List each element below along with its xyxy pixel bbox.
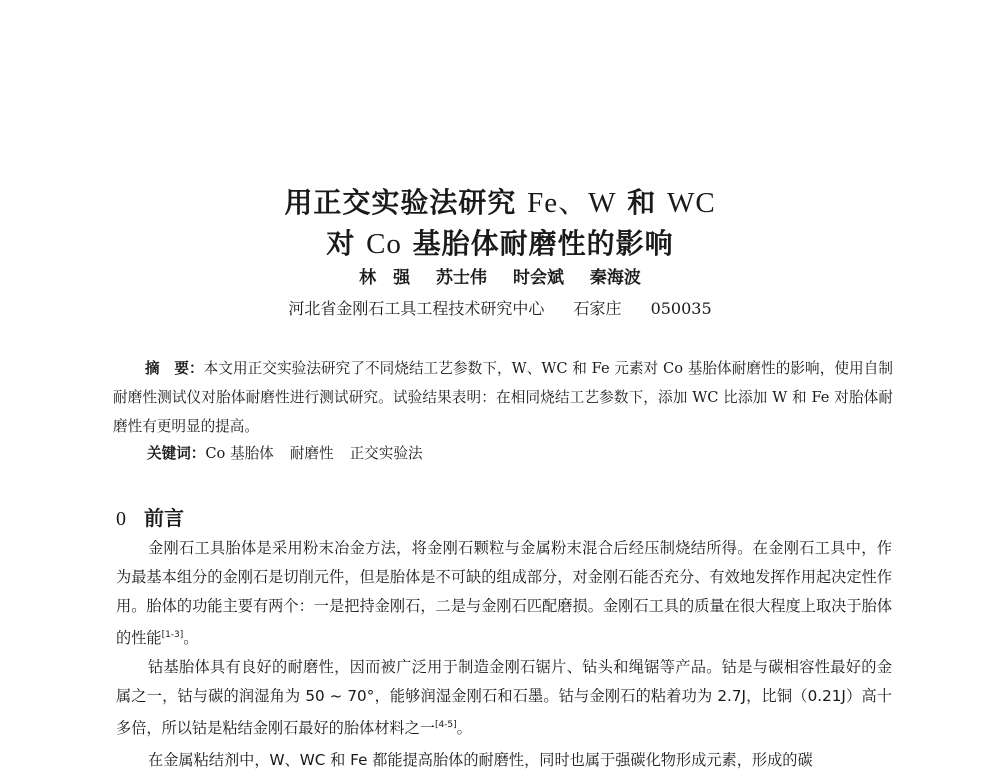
affiliation bbox=[0, 296, 1000, 319]
keyword: 耐磨性 bbox=[289, 445, 334, 462]
paper-title-line-2: 对 Co 基胎体耐磨性的影响 bbox=[326, 227, 674, 260]
paragraph: 金刚石工具胎体是采用粉末冶金方法，将金刚石颗粒与金属粉末混合后经压制烧结所得。在金刚石工具中，作为最基本组分的金刚石是切削元件，但是胎体是不可缺的组成部分，对金刚石能否充分、有效地发挥作用起决定性作用。胎体的功能主要有两个：一是把持金刚石，二是与金刚石匹配磨损。金刚石工具的质量在很大程度上取决于胎体的性能[1-3]。 bbox=[116, 539, 892, 647]
author-name: 时会斌 bbox=[512, 268, 564, 288]
section-title: 前言 bbox=[144, 506, 184, 530]
abstract bbox=[113, 354, 893, 441]
affiliation-postcode: 050035 bbox=[650, 299, 712, 318]
keyword: 正交实验法 bbox=[349, 445, 423, 462]
body-text bbox=[116, 534, 892, 775]
section-number: 0 bbox=[116, 508, 126, 530]
abstract-text: 本文用正交实验法研究了不同烧结工艺参数下，W、WC 和 Fe 元素对 Co 基胎体耐磨性的影响，使用自制耐磨性测试仪对胎体耐磨性进行测试研究。试验结果表明：在相同烧结工艺参数下，添加 WC 比添加 W 和 Fe 对胎体耐磨性有更明显的提高。 bbox=[113, 360, 893, 435]
author-name: 秦海波 bbox=[589, 268, 641, 288]
author-name: 林 强 bbox=[359, 268, 411, 288]
affiliation-city: 石家庄 bbox=[573, 299, 622, 318]
keyword: Co 基胎体 bbox=[205, 445, 274, 462]
author-name: 苏士伟 bbox=[436, 268, 488, 288]
section-heading bbox=[116, 502, 184, 531]
affiliation-institution: 河北省金刚石工具工程技术研究中心 bbox=[288, 299, 545, 318]
paragraph: 钴基胎体具有良好的耐磨性，因而被广泛用于制造金刚石锯片、钻头和绳锯等产品。钴是与碳相容性最好的金属之一，钴与碳的润湿角为 50 ~ 70°，能够润湿金刚石和石墨。钴与金刚石的粘着功为 2.7J，比铜（0.21J）高十多倍，所以钴是粘结金刚石最好的胎体材料之一[4-5]。 bbox=[116, 658, 892, 737]
keywords bbox=[147, 442, 887, 463]
abstract-label: 摘 要： bbox=[145, 360, 204, 377]
paragraph: 在金属粘结剂中，W、WC 和 Fe 都能提高胎体的耐磨性，同时也属于强碳化物形成元素，形成的碳 bbox=[148, 751, 813, 769]
keywords-label: 关键词： bbox=[147, 445, 206, 462]
citation: [1-3] bbox=[161, 630, 184, 640]
citation: [4-5] bbox=[434, 720, 457, 730]
paper-title-line-1: 用正交实验法研究 Fe、W 和 WC bbox=[284, 186, 716, 219]
author-list bbox=[0, 263, 1000, 288]
